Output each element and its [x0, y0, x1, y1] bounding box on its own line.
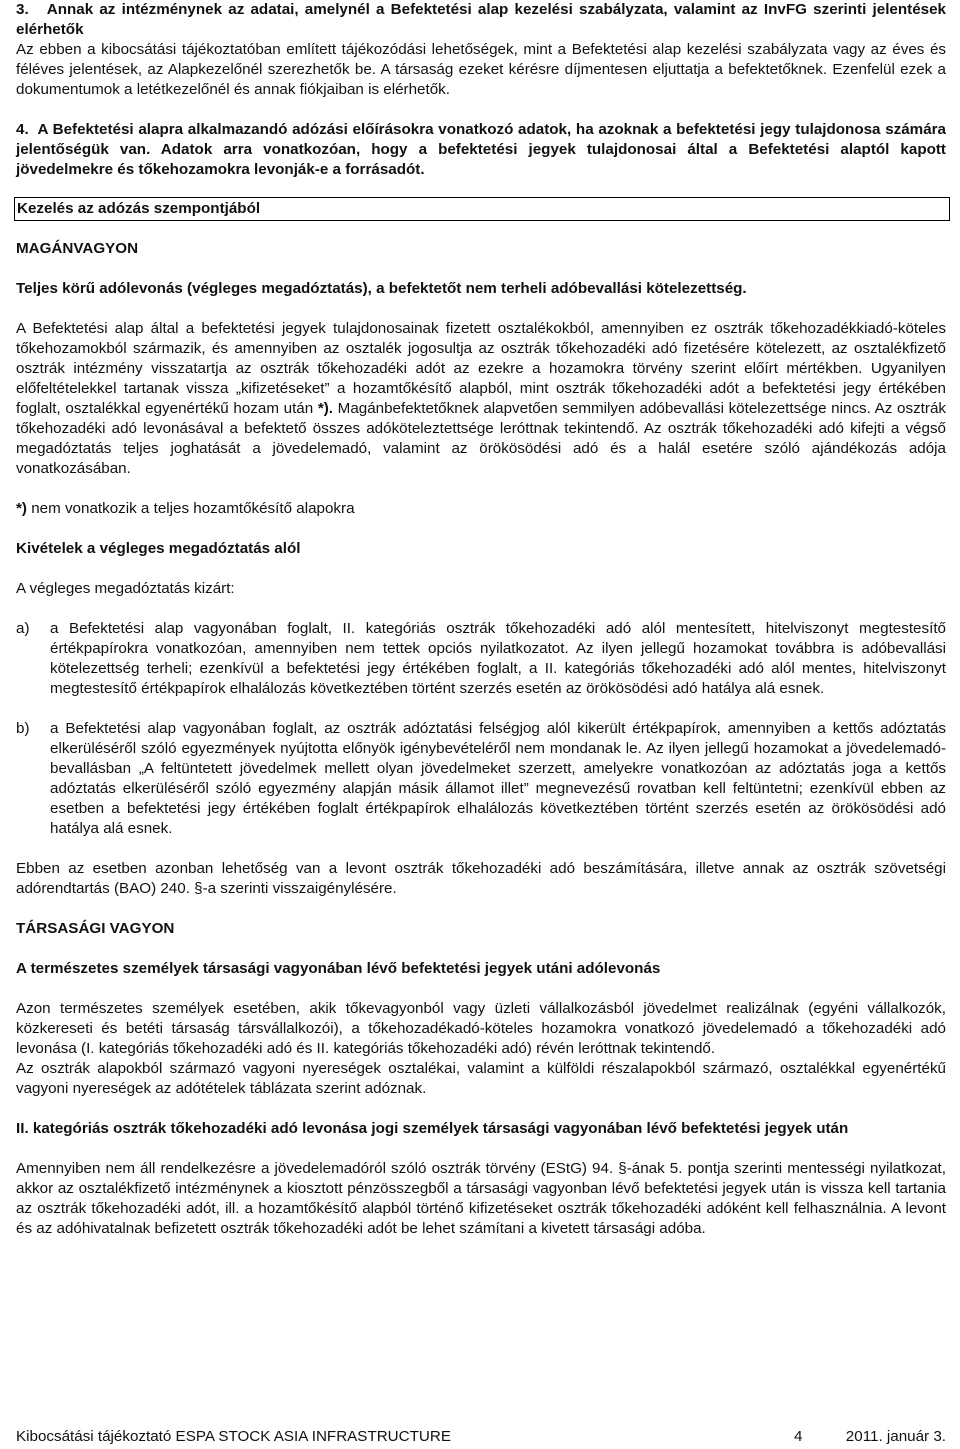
footnote-text: nem vonatkozik a teljes hozamtőkésítő alapokra [26, 500, 355, 517]
corporate-paragraph-2: Az osztrák alapokból származó vagyoni nyereségek osztalékai, valamint a külföldi részalapokból származó, osztalékkal egyenértékű vagyoni nyereségek az adótételek táblázata szerint adóznak. [16, 1060, 946, 1097]
exceptions-closing: Ebben az esetben azonban lehetőség van a levont osztrák tőkehozadéki adó beszámítására, illetve annak az osztrák szövetségi adórendtartás (BAO) 240. §-a szerinti visszaigénylésére. [16, 860, 946, 897]
corporate-assets-subheading: A természetes személyek társasági vagyonában lévő befektetési jegyek utáni adólevonás [16, 960, 661, 977]
exceptions-heading: Kivételek a végleges megadóztatás alól [16, 540, 301, 557]
private-para-part1: A Befektetési alap által a befektetési jegyek tulajdonosainak fizetett osztalékokból, amennyiben ez osztrák tőkehozadékkiadó-köteles tőkehozamokból származik, és amennyiben az osztalék jogosultja az osztrák tőkehozadéki adó fizetésére kötelezett, az osztalékfizető osztrák intézmény visszatartja az osztrák tőkehozadéki adót az ezekre a hozamokra törvény szerint előírt mértékben. Ugyanilyen előfeltételekkel tartanak vissza „kifizetéseket” a hozamtőkésítő alapból, mint osztrák tőkehozadéki adót a befektetési jegy értékében foglalt, osztalékkal egyenértékű hozam után [16, 320, 946, 417]
private-assets-paragraph [16, 319, 946, 479]
list-item [16, 719, 946, 839]
corporate-assets-heading: TÁRSASÁGI VAGYON [16, 920, 175, 937]
list-item-text: a Befektetési alap vagyonában foglalt, II. kategóriás osztrák tőkehozadéki adó alól mentesített, hitelviszonyt megtestesítő értékpapírokra vonatkozóan, amennyiben nem tettek opciós nyilatkozatot. Az ilyen jellegű hozamokat továbbra is adóbevallási kötelezettség terheli; ezenkívül a befektetési jegy értékében foglalt, a II. kategóriás tőkehozadéki adó alól mentes, hitelviszonyt megtestesítő értékpapírok elhalálozás következtében történt szerzés esetén az örökösödési adó hatálya alá esnek. [50, 620, 946, 697]
section-4-heading [16, 120, 946, 180]
footnote-reference: *). [317, 400, 334, 417]
corporate-paragraph-1: Azon természetes személyek esetében, akik tőkevagyonból vagy üzleti vállalkozásból jövedelmet realizálnak (egyéni vállalkozók, közkereseti és betéti társaság társvállalkozói), a tőkehozadékadó-köteles hozamokra vonatkozó jövedelemadó a tőkehozadéki adó levonása (I. kategóriás tőkehozadéki adó és II. kategóriás tőkehozadéki adó) révén leróttnak tekintendő. [16, 1000, 946, 1057]
page-footer [16, 1428, 946, 1446]
section-4-heading-part1: 4. A Befektetési alapra alkalmazandó adózási előírásokra vonatkozó adatok, ha azoknak a befektetési jegy tulajdonosa számára jelentőségük van. [16, 121, 946, 158]
list-item [16, 619, 946, 699]
document-page [16, 0, 946, 1239]
private-assets-heading: MAGÁNVAGYON [16, 240, 139, 257]
footer-page-number: 4 [794, 1428, 803, 1445]
list-item-text: a Befektetési alap vagyonában foglalt, az osztrák adóztatási felségjog alól kikerült értékpapírok, amennyiben a kettős adóztatás elkerüléséről szóló egyezmények nyújtotta előnyök igénybevételéről nem mondanak le. Az ilyen jellegű hozamokat a jövedelemadó-bevallásban „A feltüntetett jövedelmek mellett olyan jövedelmeket szerzett, amelyekre vonatkozóan az adóztatás joga a kettős adóztatás elkerüléséről szóló egyezmény alapján másik államot illet” megnevezésű rovatban kell feltüntetni; ezenkívül ebben az esetben a befektetési jegy értékében foglalt értékpapírok elhalálozás következtében történt szerzés esetén az örökösödési adó hatálya alá esnek. [50, 720, 946, 837]
list-item-marker: a) [16, 620, 30, 637]
list-item-marker: b) [16, 720, 30, 737]
corporate-paragraph-3: Amennyiben nem áll rendelkezésre a jövedelemadóról szóló osztrák törvény (EStG) 94. §-ának 5. pontja szerinti mentességi nyilatkozat, akkor az osztalékfizető intézménynek a kiosztott pénzösszegből a társasági vagyonban lévő befektetési jegyek után is vissza kell tartania az osztrák tőkehozadéki adót, ill. a hozamtőkésítő alapból történő kifizetéseket osztrák tőkehozadéki adóként kell felhasználnia. A levont és az adóhivatalnak befizetett osztrák tőkehozadéki adót be lehet számítani a kivetett társasági adóba. [16, 1160, 946, 1237]
exceptions-list [16, 619, 946, 839]
footnote-marker: *) [16, 500, 27, 517]
private-para-part2: Magánbefektetőknek alapvetően semmilyen adóbevallási kötelezettsége nincs. Az osztrák tőkehozadéki adó levonásával a befektető összes adóköteleztettsége leróttnak tekintendő. Az osztrák tőkehozadéki adó kifejti a végső megadóztatás teljes joghatását a jövedelemadó, valamint az örökösödési adó és a halál esetére szóló ajándékozás adója vonatkozásában. [16, 400, 946, 477]
section-3-body: Az ebben a kibocsátási tájékoztatóban említett tájékozódási lehetőségek, mint a Befektetési alap kezelési szabályzata vagy az éves és féléves jelentések, az Alapkezelőnél szerezhetők be. A társaság ezeket kérésre díjmentesen eljuttatja a befektetőknek. Ezenfelül ezek a dokumentumok a letétkezelőnél és annak fiókjaiban is elérhetők. [16, 41, 946, 98]
footer-date: 2011. január 3. [845, 1428, 946, 1445]
section-4-heading-part2: Adatok arra vonatkozóan, hogy a befektetési jegyek tulajdonosai által a Befektetési alaptól kapott jövedelmekre és tőkehozamokra levonják-e a forrásadót. [16, 141, 946, 178]
footnote [16, 499, 946, 519]
tax-treatment-box-title: Kezelés az adózás szempontjából [14, 197, 950, 221]
section-3-heading: 3. Annak az intézménynek az adatai, amelynél a Befektetési alap kezelési szabályzata, valamint az InvFG szerinti jelentések elérhetők [16, 1, 946, 38]
exceptions-intro: A végleges megadóztatás kizárt: [16, 580, 235, 597]
footer-document-title: Kibocsátási tájékoztató ESPA STOCK ASIA INFRASTRUCTURE [16, 1428, 451, 1445]
private-assets-subheading: Teljes körű adólevonás (végleges megadóztatás), a befektetőt nem terheli adóbevallási kötelezettség. [16, 280, 747, 297]
corporate-subheading-2: II. kategóriás osztrák tőkehozadéki adó levonása jogi személyek társasági vagyonában lévő befektetési jegyek után [16, 1120, 849, 1137]
